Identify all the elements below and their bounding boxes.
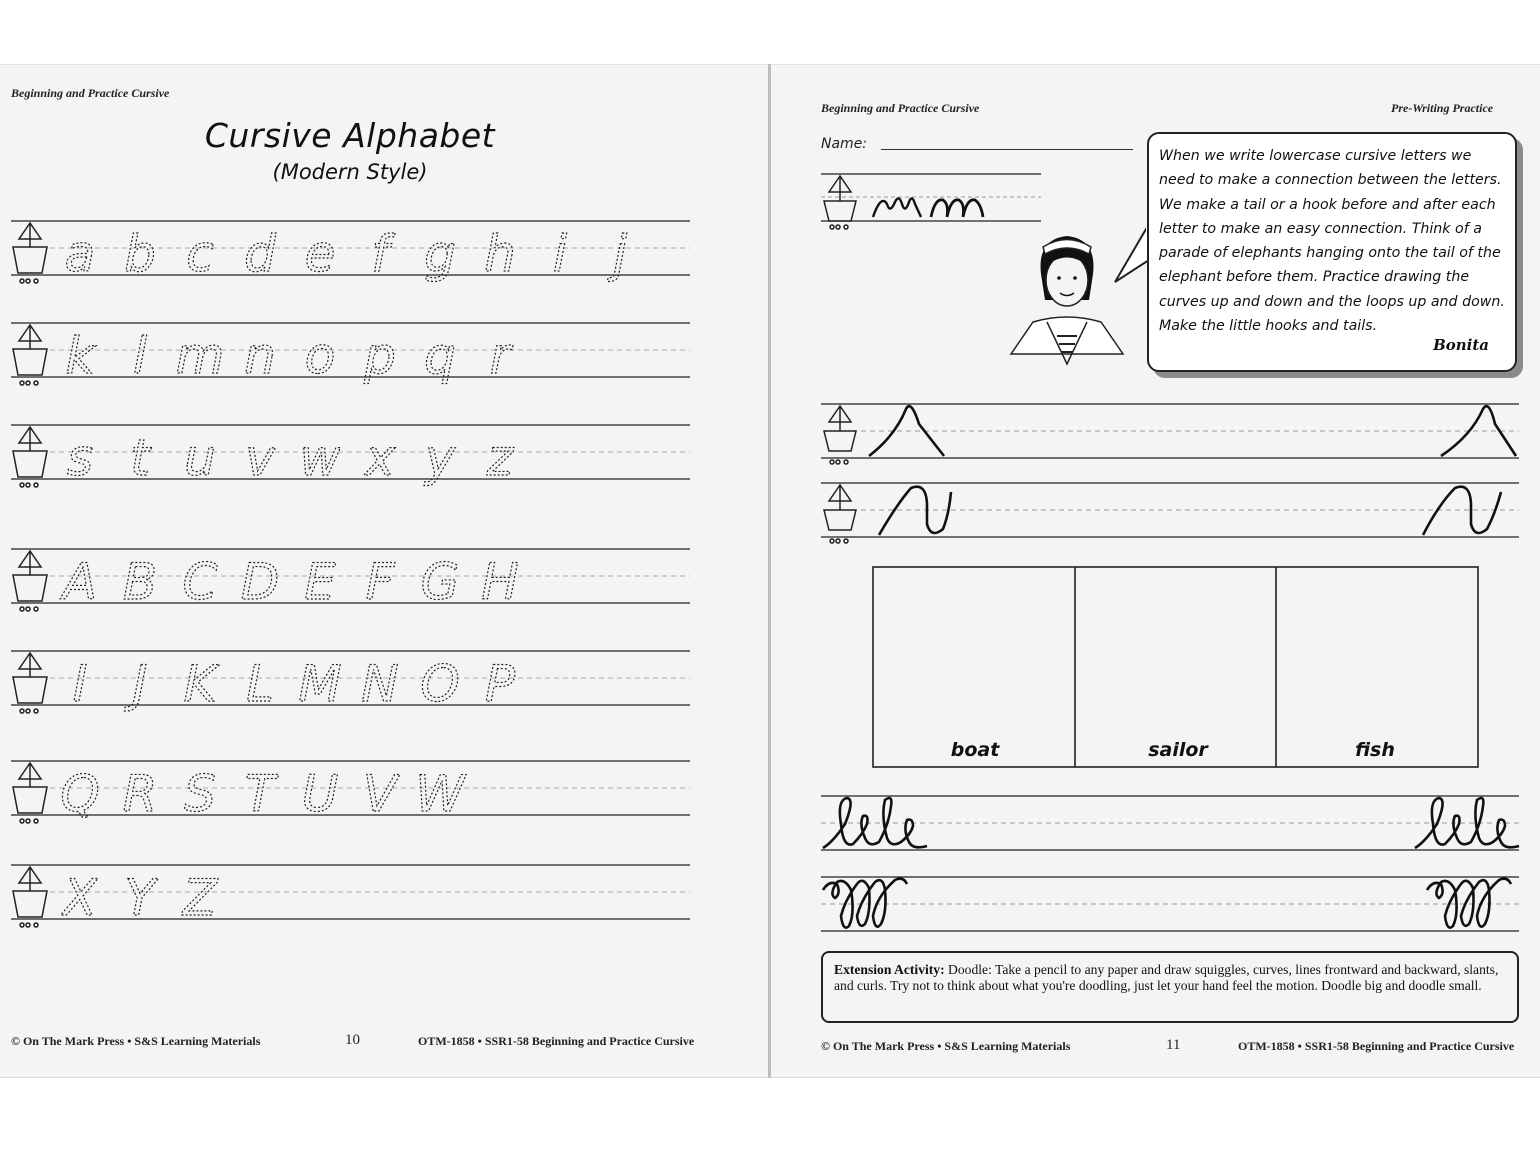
traceable-letter: A (62, 553, 98, 611)
traceable-letter: H (481, 553, 519, 611)
boat-icon (13, 427, 47, 487)
picture-label-boat: boat (950, 739, 1000, 761)
right-running-header: Beginning and Practice Cursive (821, 101, 980, 115)
traceable-letter: Y (124, 869, 156, 927)
traceable-letter: u (184, 429, 216, 487)
traceable-letter: W (415, 765, 465, 823)
traceable-letter: J (132, 655, 148, 713)
traceable-letter: g (424, 225, 456, 283)
traceable-letter: t (130, 429, 150, 487)
example-hook-stroke (873, 198, 921, 217)
extension-text: Doodle: Take a pencil to any paper and draw squiggles, curves, lines frontward and backward, slants, and curls. Try not to think about what you're doodling, just let your hand feel the motion. Doodle big and doodle small. (834, 962, 1499, 993)
traceable-letter: N (361, 655, 399, 713)
traceable-letter: r (489, 327, 511, 385)
left-footer-title: OTM-1858 • SSR1-58 Beginning and Practice Cursive (418, 1034, 695, 1048)
alphabet-row (11, 865, 690, 927)
alphabet-row (11, 549, 690, 611)
traceable-letter: n (244, 327, 276, 385)
traceable-letter: D (240, 553, 280, 611)
boat-icon (13, 653, 47, 713)
picture-label-fish: fish (1355, 739, 1395, 761)
traceable-letter: a (64, 225, 96, 283)
traceable-letter: e (304, 225, 336, 283)
name-label: Name: (821, 136, 868, 152)
traceable-letter: j (613, 225, 627, 283)
traceable-letter: L (246, 655, 274, 713)
traceable-letter: q (424, 327, 456, 385)
traceable-letter: w (299, 429, 341, 487)
traceable-letter: f (371, 225, 389, 283)
bubble-text: When we write lowercase cursive letters we need to make a connection between the letters. We make a tail or a hook before and after each letter to make an easy connection. Think of a parade of elephants hanging onto the tail of the elephant before them. Practice drawing the curves up and down and the loops up and down. Make the little hooks and tails. (1159, 148, 1505, 335)
alphabet-row (11, 651, 690, 713)
boat-icon (13, 223, 47, 283)
extension-activity-box (821, 951, 1519, 1023)
boat-icon (824, 176, 856, 229)
alphabet-row (11, 425, 690, 487)
page-subtitle: (Modern Style) (272, 160, 428, 184)
traceable-letter: M (298, 655, 342, 713)
alphabet-practice-rows (0, 64, 768, 964)
traceable-letter: d (244, 225, 276, 283)
peak-stroke-practice-row (821, 404, 1519, 464)
traceable-letter: S (184, 765, 216, 823)
traceable-letter: c (186, 225, 214, 283)
traceable-letter: V (362, 765, 398, 823)
left-page-number: 10 (345, 1032, 360, 1048)
traceable-letter: p (364, 327, 396, 385)
traceable-letter: T (244, 765, 276, 823)
traceable-letter: R (122, 765, 158, 823)
left-footer-copyright: © On The Mark Press • S&S Learning Materials (11, 1034, 261, 1048)
alphabet-row (11, 221, 690, 283)
traceable-letter: y (425, 429, 455, 487)
boat-icon (13, 325, 47, 385)
traceable-letter: z (486, 429, 514, 487)
left-page (0, 64, 768, 1078)
extension-label: Extension Activity: (834, 962, 945, 977)
boat-icon (13, 763, 47, 823)
sailor-girl-illustration (1011, 236, 1123, 364)
traceable-letter: o (304, 327, 336, 385)
traceable-letter: l (133, 327, 147, 385)
descender-loops-practice-row (821, 877, 1519, 931)
right-footer-copyright: © On The Mark Press • S&S Learning Materials (821, 1039, 1071, 1053)
picture-boxes (873, 567, 1478, 767)
traceable-letter: b (124, 225, 156, 283)
page-title: Cursive Alphabet (204, 116, 496, 155)
right-page-number: 11 (1166, 1037, 1181, 1053)
example-line-set (821, 174, 1041, 229)
alphabet-row (11, 761, 690, 823)
boat-icon (13, 867, 47, 927)
traceable-letter: B (122, 553, 158, 611)
section-label: Pre-Writing Practice (1391, 101, 1494, 115)
traceable-letter: v (245, 429, 275, 487)
traceable-letter: i (553, 225, 567, 283)
traceable-letter: P (484, 655, 516, 713)
traceable-letter: Z (182, 869, 218, 927)
traceable-letter: K (183, 655, 217, 713)
traceable-letter: O (420, 655, 460, 713)
traceable-letter: F (365, 553, 395, 611)
traceable-letter: h (484, 225, 516, 283)
traceable-letter: x (365, 429, 395, 487)
speech-bubble-pointer (1115, 224, 1149, 282)
boat-icon (13, 551, 47, 611)
right-footer-title: OTM-1858 • SSR1-58 Beginning and Practice Cursive (1238, 1039, 1515, 1053)
alphabet-row (11, 323, 690, 385)
traceable-letter: U (301, 765, 339, 823)
picture-label-sailor: sailor (1148, 739, 1208, 761)
traceable-letter: Q (60, 765, 100, 823)
traceable-letter: X (62, 869, 98, 927)
traceable-letter: m (175, 327, 225, 385)
traceable-letter: C (182, 553, 218, 611)
example-m-stroke (931, 200, 983, 217)
left-running-header: Beginning and Practice Cursive (11, 86, 170, 100)
traceable-letter: k (65, 327, 95, 385)
speech-bubble (1147, 132, 1517, 372)
traceable-letter: I (72, 655, 88, 713)
traceable-letter: s (66, 429, 94, 487)
bubble-signature: Bonita (1433, 336, 1489, 354)
loop-stroke-practice-row (821, 483, 1519, 543)
traceable-letter: G (420, 553, 460, 611)
right-page (771, 64, 1540, 1078)
loop-letters-practice-row (821, 796, 1519, 850)
traceable-letter: E (304, 553, 336, 611)
